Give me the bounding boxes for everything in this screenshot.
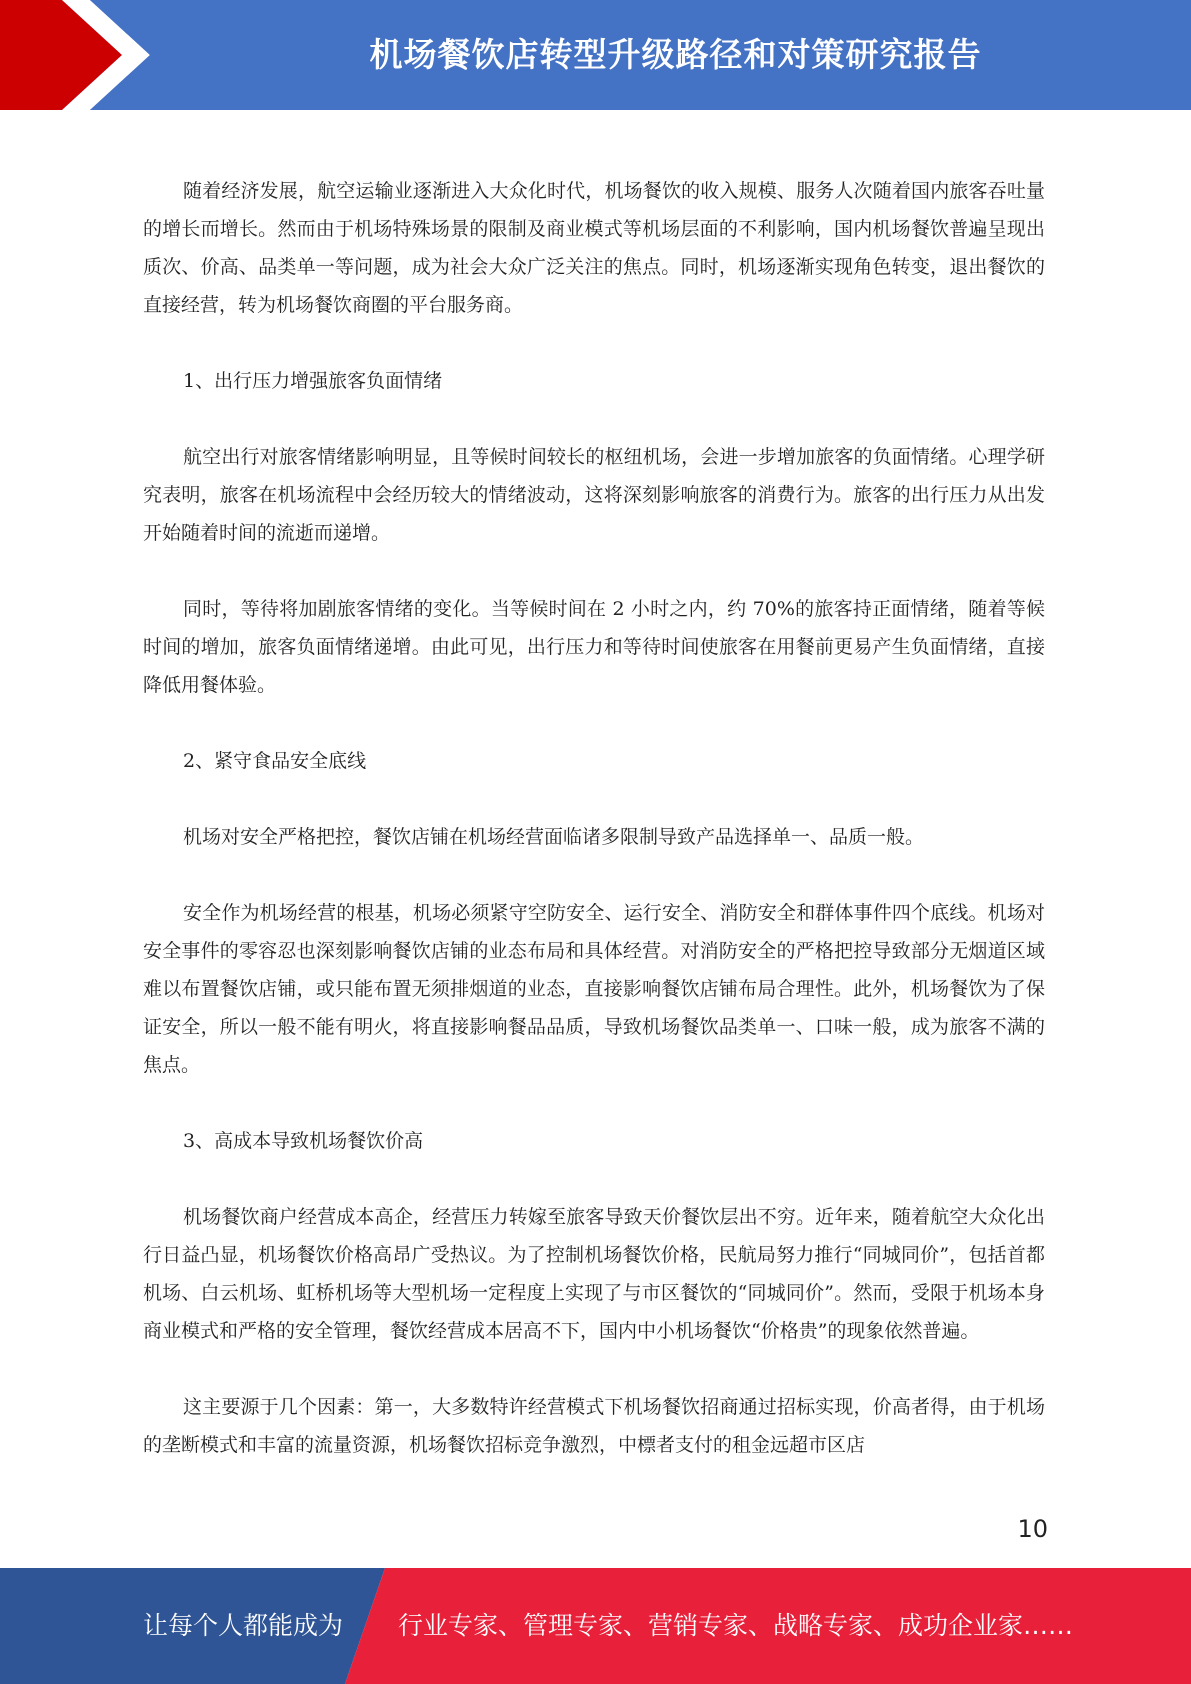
page-number: 10 <box>1017 1515 1048 1543</box>
paragraph-high-cost: 机场餐饮商户经营成本高企，经营压力转嫁至旅客导致天价餐饮层出不穷。近年来，随着航空大众化出行日益凸显，机场餐饮价格高昂广受热议。为了控制机场餐饮价格，民航局努力推行“同城同价”，包括首都机场、白云机场、虹桥机场等大型机场一定程度上实现了与市区餐饮的“同城同价”。然而，受限于机场本身商业模式和严格的安全管理，餐饮经营成本居高不下，国内中小机场餐饮“价格贵”的现象依然普遍。 <box>143 1206 1045 1342</box>
report-body <box>143 172 1045 1464</box>
footer-banner <box>0 1568 1191 1684</box>
footer-slogan-right: 行业专家、管理专家、营销专家、战略专家、成功企业家…… <box>398 1611 1074 1640</box>
section-heading-3: 3、高成本导致机场餐饮价高 <box>183 1130 424 1152</box>
paragraph-waiting: 同时，等待将加剧旅客情绪的变化。当等候时间在 2 小时之内，约 70%的旅客持正面情绪，随着等候时间的增加，旅客负面情绪递增。由此可见，出行压力和等待时间使旅客在用餐前更易产生负面情绪，直接降低用餐体验。 <box>143 598 1045 696</box>
section-heading-2: 2、紧守食品安全底线 <box>183 750 367 772</box>
paragraph-intro: 随着经济发展，航空运输业逐渐进入大众化时代，机场餐饮的收入规模、服务人次随着国内旅客吞吐量的增长而增长。然而由于机场特殊场景的限制及商业模式等机场层面的不利影响，国内机场餐饮普遍呈现出质次、价高、品类单一等问题，成为社会大众广泛关注的焦点。同时，机场逐渐实现角色转变，退出餐饮的直接经营，转为机场餐饮商圈的平台服务商。 <box>143 180 1045 316</box>
document-title: 机场餐饮店转型升级路径和对策研究报告 <box>369 35 982 74</box>
paragraph-safety-control: 机场对安全严格把控，餐饮店铺在机场经营面临诸多限制导致产品选择单一、品质一般。 <box>183 826 925 848</box>
footer-slogan-left: 让每个人都能成为 <box>143 1611 344 1640</box>
paragraph-factors: 这主要源于几个因素：第一，大多数特许经营模式下机场餐饮招商通过招标实现，价高者得，由于机场的垄断模式和丰富的流量资源，机场餐饮招标竞争激烈，中標者支付的租金远超市区店 <box>143 1396 1045 1456</box>
paragraph-travel-pressure: 航空出行对旅客情绪影响明显，且等候时间较长的枢纽机场，会进一步增加旅客的负面情绪。心理学研究表明，旅客在机场流程中会经历较大的情绪波动，这将深刻影响旅客的消费行为。旅客的出行压力从出发开始随着时间的流逝而递增。 <box>143 446 1045 544</box>
paragraph-safety-foundation: 安全作为机场经营的根基，机场必须紧守空防安全、运行安全、消防安全和群体事件四个底线。机场对安全事件的零容忍也深刻影响餐饮店铺的业态布局和具体经营。对消防安全的严格把控导致部分无烟道区域难以布置餐饮店铺，或只能布置无须排烟道的业态，直接影响餐饮店铺布局合理性。此外，机场餐饮为了保证安全，所以一般不能有明火，将直接影响餐品品质，导致机场餐饮品类单一、口味一般，成为旅客不满的焦点。 <box>143 902 1045 1076</box>
section-heading-1: 1、出行压力增强旅客负面情绪 <box>183 370 443 392</box>
header-banner <box>0 0 1191 110</box>
